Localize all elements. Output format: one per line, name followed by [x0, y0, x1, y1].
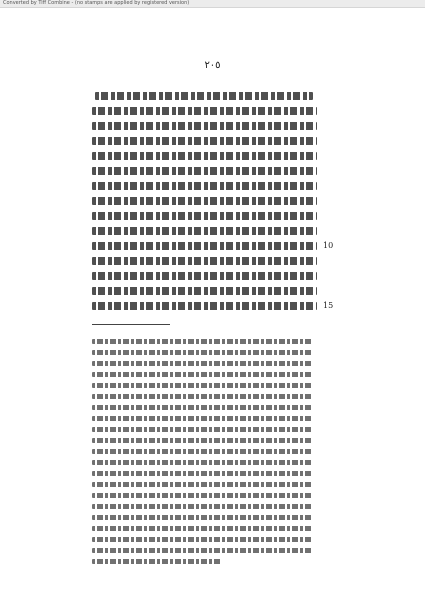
text-line — [92, 152, 317, 160]
note-line — [92, 405, 313, 410]
text-line — [92, 122, 317, 130]
note-line — [92, 416, 313, 421]
note-line — [92, 394, 313, 399]
note-line — [92, 438, 313, 443]
line-number-10: 10 — [323, 241, 334, 250]
text-line — [92, 107, 317, 115]
text-line — [92, 167, 317, 175]
note-line — [92, 493, 313, 498]
text-line — [92, 287, 317, 295]
footnote-rule — [92, 324, 170, 325]
text-line — [92, 197, 317, 205]
note-line — [92, 427, 313, 432]
text-line — [92, 227, 317, 235]
note-line — [92, 537, 313, 542]
note-line — [92, 482, 313, 487]
text-line — [92, 302, 317, 310]
text-line — [92, 242, 317, 250]
note-line — [92, 515, 313, 520]
line-number-15: 15 — [323, 301, 334, 310]
note-line — [92, 449, 313, 454]
note-line — [92, 559, 222, 564]
note-line — [92, 548, 313, 553]
text-line — [92, 272, 317, 280]
text-line — [92, 182, 317, 190]
converter-note: Converted by Tiff Combine - (no stamps are applied by registered version) — [3, 0, 190, 6]
note-line — [92, 350, 313, 355]
note-line — [92, 504, 313, 509]
text-line — [92, 212, 317, 220]
note-line — [92, 383, 313, 388]
note-line — [92, 460, 313, 465]
note-line — [92, 361, 313, 366]
text-line — [92, 257, 317, 265]
note-line — [92, 526, 313, 531]
note-line — [92, 471, 313, 476]
note-line — [92, 372, 313, 377]
note-line — [92, 339, 313, 344]
text-line — [95, 92, 313, 100]
page-number: ٢٠٥ — [204, 60, 221, 71]
text-line — [92, 137, 317, 145]
